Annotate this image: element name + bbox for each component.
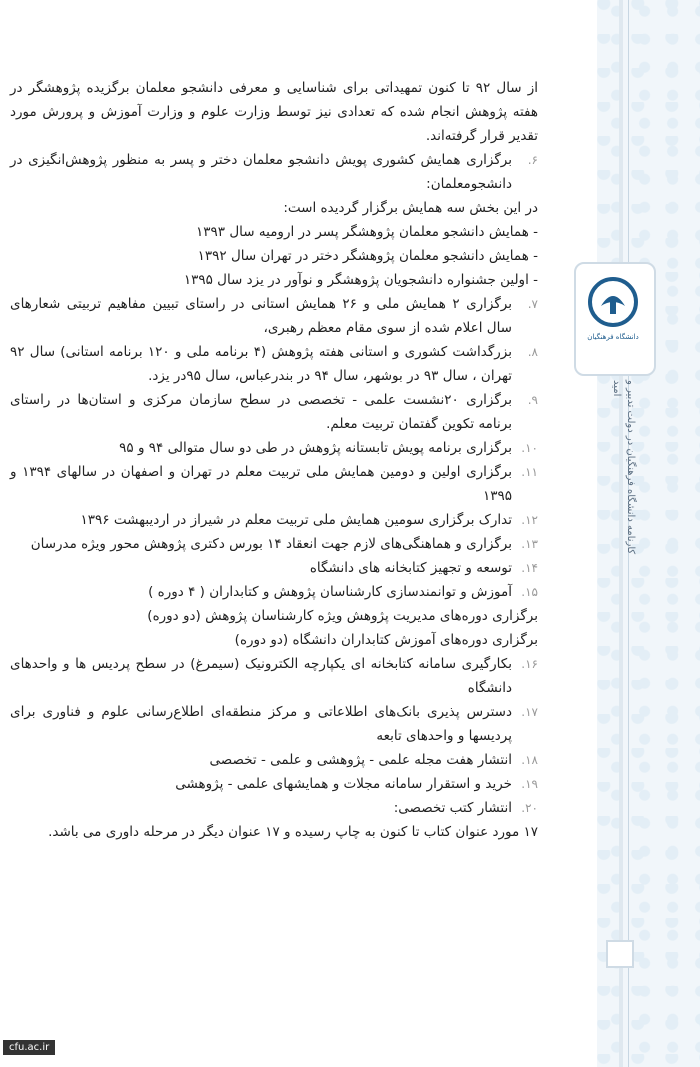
list-item (10, 652, 538, 700)
site-watermark: cfu.ac.ir (3, 1040, 55, 1055)
item-number: ۱۵. (521, 585, 538, 599)
list-item (10, 268, 538, 292)
item-text: ۱۷ مورد عنوان کتاب تا کنون به چاپ رسیده و ۱۷ عنوان دیگر در مرحله داوری می باشد. (48, 824, 538, 840)
logo-caption: دانشگاه فرهنگیان (587, 333, 639, 341)
list-item (10, 820, 538, 844)
item-text: - همایش دانشجو معلمان پژوهشگر پسر در ارومیه سال ۱۳۹۳ (196, 224, 538, 240)
item-text: آموزش و توانمندسازی کارشناسان پژوهش و کتابداران ( ۴ دوره ) (148, 584, 512, 600)
list-item (10, 220, 538, 244)
intro-paragraph: از سال ۹۲ تا کنون تمهیداتی برای شناسایی و معرفی دانشجو معلمان برگزیده پژوهشگر در هفته پژوهش انجام شده که تعدادی نیز توسط وزارت علوم و وزارت آموزش و پرورش مورد تقدیر قرار گرفته‌اند. (10, 80, 539, 144)
item-list (10, 148, 538, 844)
item-number: ۸. (527, 345, 538, 359)
item-text: برگزاری دوره‌های مدیریت پژوهش ویژه کارشناسان پژوهش (دو دوره) (147, 608, 538, 624)
item-text: تدارک برگزاری سومین همایش ملی تربیت معلم در شیراز در اردیبهشت ۱۳۹۶ (80, 512, 512, 528)
item-number: ۱۹. (521, 777, 538, 791)
item-number: ۱۳. (521, 537, 538, 551)
item-text: برگزاری برنامه پویش تابستانه پژوهش در طی دو سال متوالی ۹۴ و ۹۵ (119, 440, 512, 456)
item-text: برگزاری و هماهنگی‌های لازم جهت انعقاد ۱۴ بورس دکتری پژوهش محور ویژه مدرسان (30, 536, 512, 552)
item-number: ۱۷. (521, 705, 538, 719)
document-body (10, 76, 538, 844)
list-item (10, 460, 538, 508)
item-text: برگزاری ۲ همایش ملی و ۲۶ همایش استانی در راستای تبیین مفاهیم تربیتی شعارهای سال اعلام شده از سوی مقام معظم رهبری، (10, 296, 512, 336)
list-item (10, 292, 538, 340)
item-text: برگزاری ۲۰نشست علمی - تخصصی در سطح سازمان مرکزی و استان‌ها در راستای برنامه تکوین گفتمان تربیت معلم. (10, 392, 512, 432)
list-item (10, 772, 538, 796)
item-text: - اولین جشنواره دانشجویان پژوهشگر و نوآور در یزد سال ۱۳۹۵ (183, 272, 538, 288)
item-text: - همایش دانشجو معلمان پژوهشگر دختر در تهران سال ۱۳۹۲ (197, 248, 538, 264)
list-item (10, 148, 538, 196)
item-number: ۱۰. (521, 441, 538, 455)
list-item (10, 556, 538, 580)
item-text: انتشار هفت مجله علمی - پژوهشی و علمی - تخصصی (209, 752, 512, 768)
sidebar-vertical-title: کارنامه دانشگاه فرهنگیان در دولت تدبیر و امید (611, 380, 636, 555)
list-item (10, 532, 538, 556)
list-item (10, 700, 538, 748)
list-item (10, 340, 538, 388)
item-text: بزرگداشت کشوری و استانی هفته پژوهش (۴ برنامه ملی و ۱۲۰ برنامه استانی) سال ۹۲ تهران ، سال ۹۳ در بوشهر، سال ۹۴ در بندرعباس، سال ۹۵در یزد. (10, 344, 512, 384)
list-item (10, 388, 538, 436)
list-item (10, 244, 538, 268)
list-item (10, 796, 538, 820)
item-text: دسترس پذیری بانک‌های اطلاعاتی و مرکز منطقه‌ای اطلاع‌رسانی علوم و فناوری برای پردیسها و واحدهای تابعه (10, 704, 512, 744)
item-text: برگزاری اولین و دومین همایش ملی تربیت معلم در تهران و اصفهان در سالهای ۱۳۹۴ و ۱۳۹۵ (10, 464, 512, 504)
page-marker (606, 940, 634, 968)
item-number: ۲۰. (521, 801, 538, 815)
item-text: برگزاری همایش کشوری پویش دانشجو معلمان دختر و پسر به منظور پژوهش‌انگیزی در دانشجومعلمان: (10, 152, 512, 192)
list-item (10, 436, 538, 460)
item-number: ۹. (527, 393, 538, 407)
list-item (10, 508, 538, 532)
item-text: انتشار کتب تخصصی: (393, 800, 512, 816)
list-item (10, 604, 538, 628)
item-number: ۱۸. (521, 753, 538, 767)
item-text: در این بخش سه همایش برگزار گردیده است: (283, 200, 538, 216)
list-item (10, 628, 538, 652)
item-number: ۱۱. (521, 465, 538, 479)
item-text: برگزاری دوره‌های آموزش کتابداران دانشگاه (دو دوره) (234, 632, 538, 648)
university-logo-icon (587, 276, 639, 328)
list-item (10, 196, 538, 220)
item-text: توسعه و تجهیز کتابخانه های دانشگاه (309, 560, 512, 576)
item-number: ۷. (527, 297, 538, 311)
list-item (10, 748, 538, 772)
list-item (10, 580, 538, 604)
item-text: بکارگیری سامانه کتابخانه ای یکپارچه الکترونیک (سیمرغ) در سطح پردیس ها و واحدهای دانشگاه (10, 656, 512, 696)
item-number: ۱۴. (521, 561, 538, 575)
item-number: ۱۶. (521, 657, 538, 671)
item-number: ۱۲. (521, 513, 538, 527)
item-number: ۶. (527, 153, 538, 167)
item-text: خرید و استقرار سامانه مجلات و همایشهای علمی - پژوهشی (175, 776, 512, 792)
